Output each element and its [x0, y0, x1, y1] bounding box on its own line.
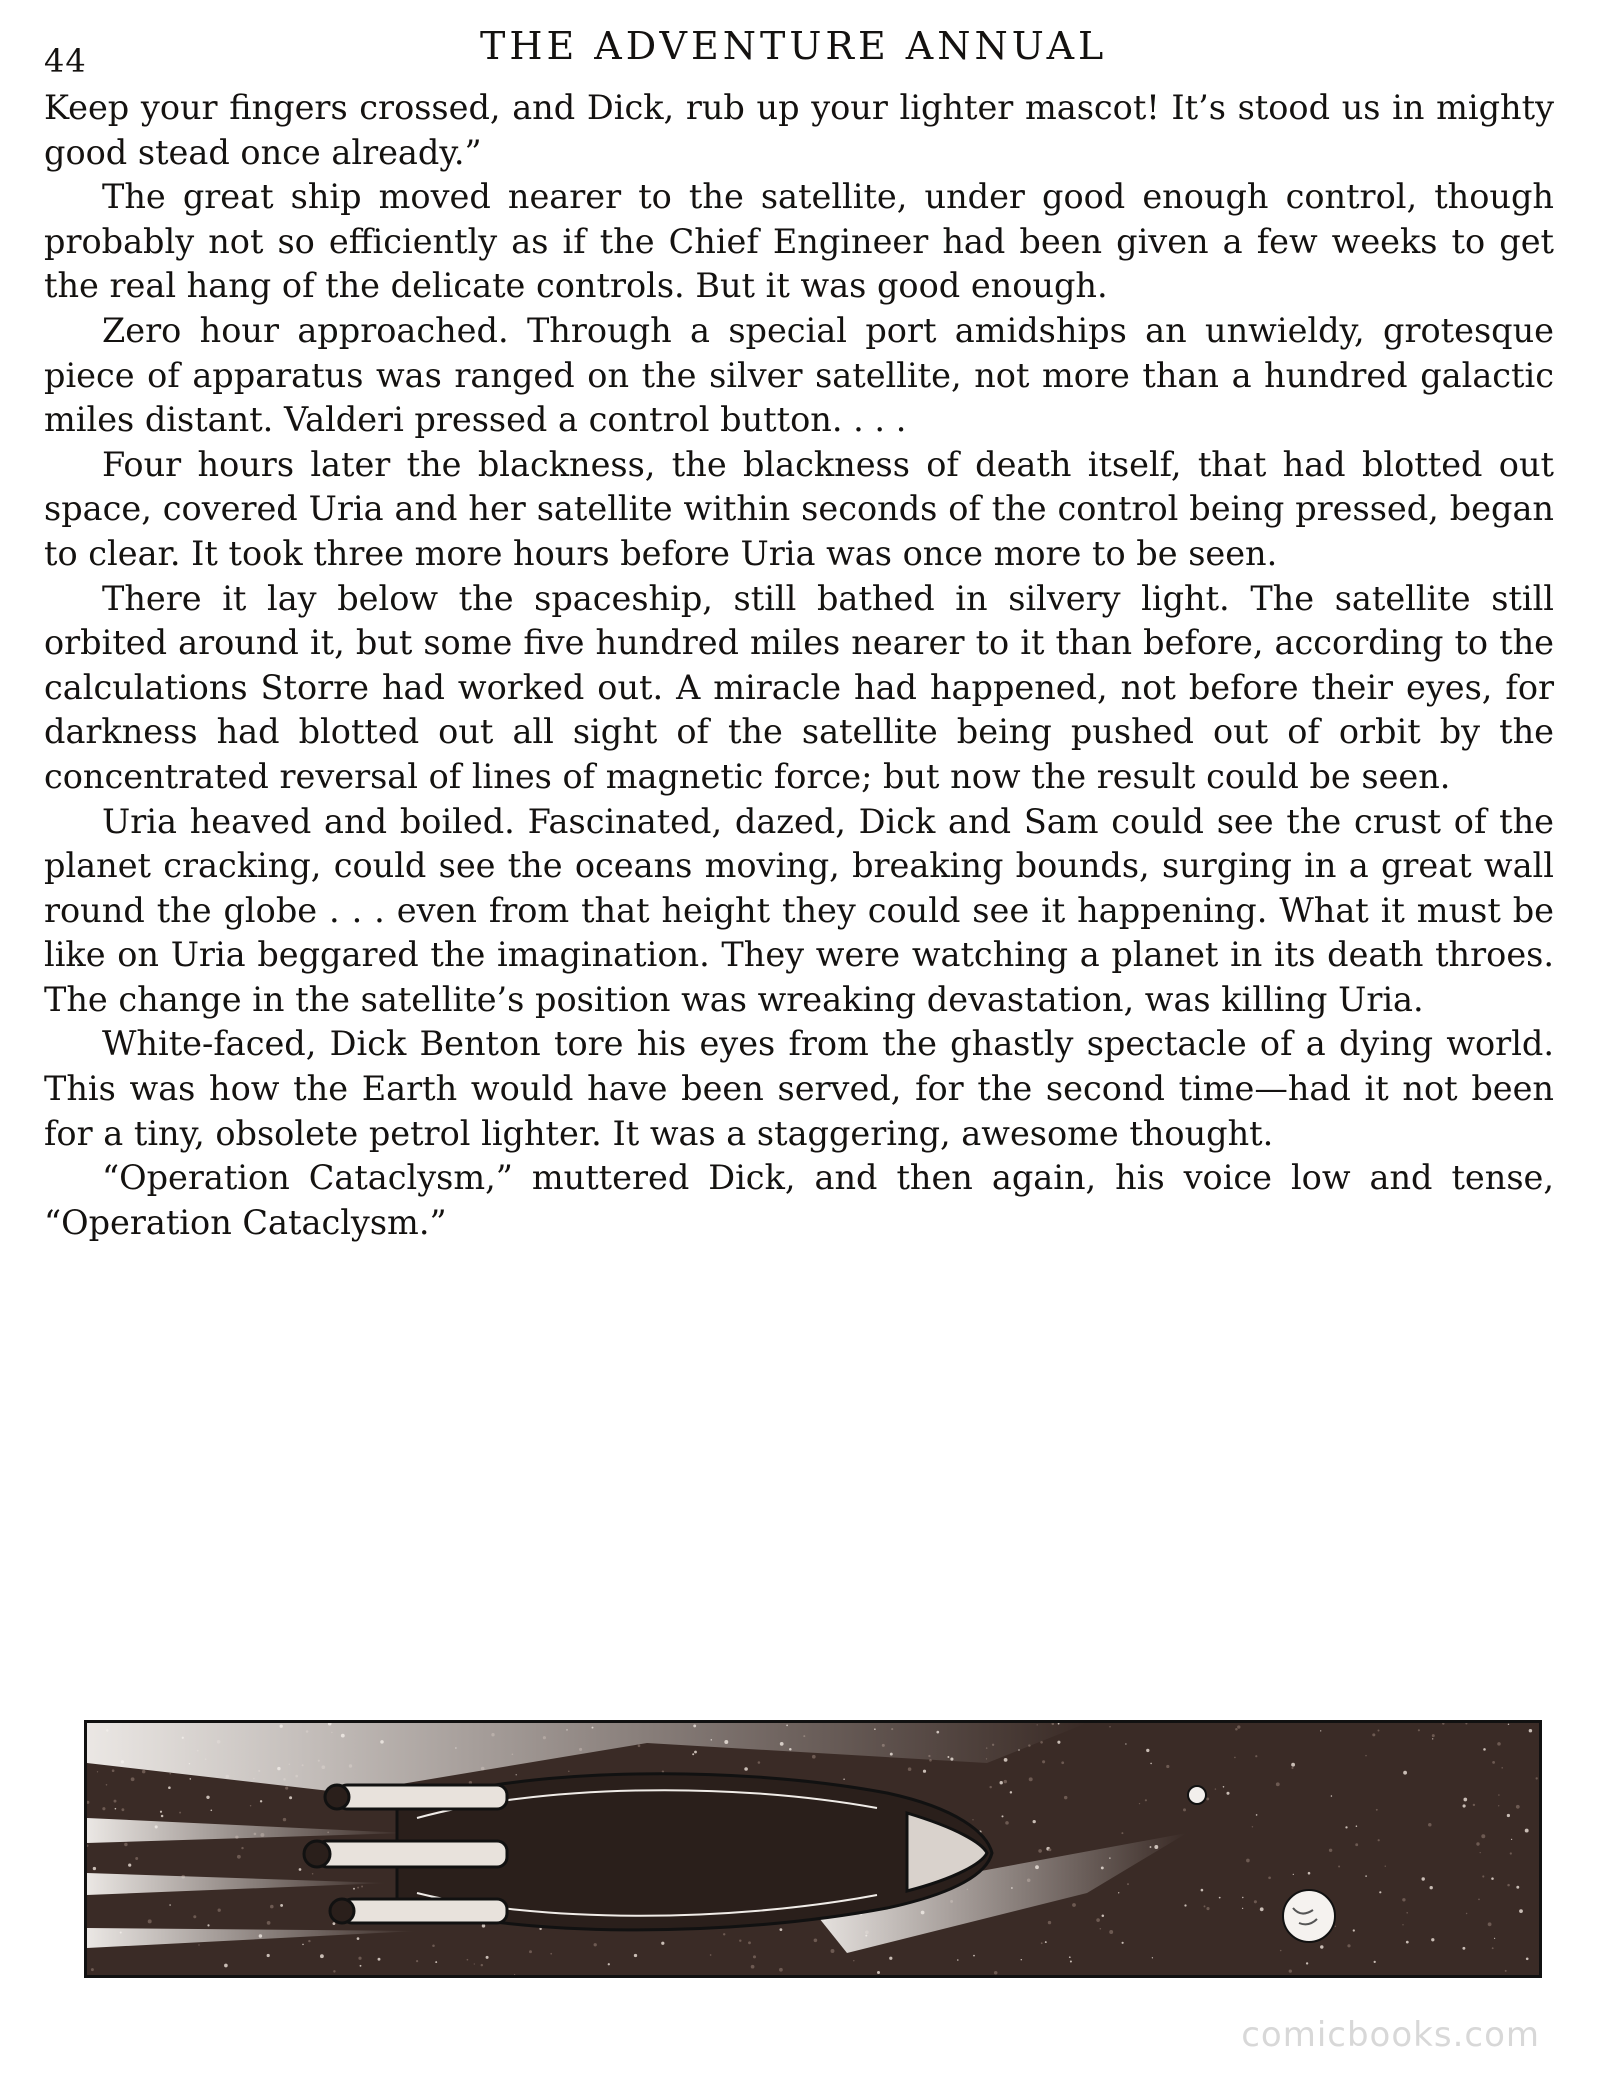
star	[169, 1904, 171, 1906]
star	[994, 1971, 998, 1975]
star	[1463, 1804, 1466, 1807]
star	[1000, 1781, 1003, 1784]
star	[1473, 1804, 1475, 1806]
star	[1048, 1921, 1051, 1924]
star	[299, 1868, 302, 1871]
star	[710, 1954, 712, 1956]
star	[1206, 1797, 1209, 1800]
star	[831, 1949, 835, 1953]
star	[189, 1778, 191, 1780]
star	[1069, 1956, 1071, 1958]
star	[267, 1954, 270, 1957]
star	[1478, 1899, 1480, 1901]
star	[270, 1905, 274, 1909]
star	[694, 1751, 697, 1754]
star	[218, 1909, 221, 1912]
star	[1306, 1962, 1308, 1964]
star	[923, 1770, 926, 1773]
star	[1462, 1947, 1465, 1950]
paragraph: Zero hour approached. Through a special port amidships an unwieldy, grotesque piece of apparatus was ranged on the silver satellite, not more than a hundred galactic miles distant. Valderi pressed a control button. . . .	[44, 310, 1554, 440]
star	[1242, 1908, 1243, 1909]
star	[467, 1959, 469, 1961]
star	[1145, 1799, 1147, 1801]
star	[1166, 1765, 1169, 1768]
star	[308, 1940, 310, 1942]
star	[1219, 1897, 1221, 1899]
star	[1004, 1758, 1008, 1762]
star	[121, 1808, 124, 1811]
star	[751, 1965, 755, 1969]
star	[1268, 1876, 1271, 1879]
star	[1526, 1957, 1529, 1960]
star	[360, 1965, 362, 1967]
star	[1183, 1808, 1186, 1811]
star	[207, 1924, 209, 1926]
star	[1127, 1883, 1129, 1885]
star	[1501, 1767, 1503, 1769]
star	[1372, 1733, 1375, 1736]
star	[353, 1888, 355, 1890]
spaceship-drawing	[87, 1723, 1539, 1975]
star	[1280, 1950, 1282, 1952]
star	[1125, 1743, 1126, 1744]
star	[1255, 1755, 1257, 1757]
star	[1252, 1826, 1253, 1827]
star	[1403, 1771, 1407, 1775]
star	[206, 1796, 209, 1799]
star	[972, 1819, 973, 1820]
star	[1365, 1755, 1367, 1757]
star	[1320, 1945, 1323, 1948]
star	[1510, 1852, 1512, 1854]
star	[1480, 1852, 1481, 1853]
star	[1201, 1889, 1204, 1892]
star	[1494, 1938, 1495, 1939]
star	[550, 1953, 552, 1955]
star	[1402, 1924, 1403, 1925]
star	[1421, 1877, 1424, 1880]
star	[814, 1939, 818, 1943]
star	[1402, 1898, 1405, 1901]
star	[908, 1767, 912, 1771]
star	[357, 1937, 360, 1940]
star	[1432, 1738, 1433, 1739]
star	[1021, 1959, 1022, 1960]
star	[1365, 1875, 1367, 1877]
star	[289, 1796, 292, 1799]
star	[1347, 1944, 1350, 1947]
star	[1010, 1791, 1012, 1793]
star	[529, 1950, 532, 1953]
star	[1511, 1839, 1512, 1840]
star	[1488, 1922, 1492, 1926]
star	[241, 1847, 243, 1849]
star	[1276, 1782, 1280, 1786]
star	[1109, 1726, 1111, 1728]
star	[1406, 1941, 1409, 1944]
star	[1242, 1897, 1243, 1898]
star	[1432, 1734, 1435, 1737]
star	[1139, 1803, 1140, 1804]
small-moon	[1188, 1786, 1206, 1804]
star	[1033, 1820, 1036, 1823]
star	[1005, 1821, 1009, 1825]
star	[1072, 1903, 1076, 1907]
star	[1463, 1798, 1467, 1802]
star	[1492, 1947, 1494, 1949]
star	[1308, 1872, 1311, 1875]
paragraph: White-faced, Dick Benton tore his eyes from the ghastly spectacle of a dying world. This was how the Earth would have been served, for the second time—had it not been for a tiny, obsolete petrol lighter. It was a staggering, awesome thought.	[44, 1024, 1554, 1153]
star	[1498, 1805, 1499, 1806]
star	[889, 1957, 892, 1960]
star	[361, 1886, 363, 1888]
paragraph: “Operation Cataclysm,” muttered Dick, and then again, his voice low and tense, “Operation Cataclysm.”	[44, 1158, 1554, 1242]
star	[416, 1960, 418, 1962]
star	[474, 1963, 475, 1964]
star	[358, 1957, 361, 1960]
star	[193, 1915, 196, 1918]
page-number: 44	[44, 42, 87, 80]
star	[1529, 1729, 1532, 1732]
star	[1235, 1728, 1238, 1731]
star	[267, 1921, 271, 1925]
star	[1431, 1938, 1434, 1941]
star	[1001, 1815, 1003, 1817]
star	[1406, 1912, 1408, 1914]
star	[1100, 1928, 1102, 1930]
star	[1291, 1767, 1293, 1769]
star	[302, 1944, 304, 1946]
star	[1122, 1942, 1124, 1944]
star	[482, 1924, 485, 1927]
paragraph: Keep your fingers crossed, and Dick, rub up your lighter mascot! It’s stood us in mighty good stead once already.”	[44, 88, 1554, 172]
star	[1289, 1969, 1292, 1972]
star	[1505, 1970, 1507, 1972]
star	[1057, 1741, 1060, 1744]
star	[1184, 1904, 1186, 1906]
star	[739, 1939, 741, 1941]
star	[260, 1800, 262, 1802]
star	[1385, 1865, 1386, 1866]
star	[1004, 1780, 1007, 1783]
planet-uria	[1283, 1890, 1335, 1942]
star	[114, 1800, 117, 1803]
paragraph: Uria heaved and boiled. Fascinated, dazed, Dick and Sam could see the crust of the planet cracking, could see the oceans moving, breaking bounds, surging in a great wall round the globe . . . even from that height they could see it happening. What it must be like on Uria beggared the imagination. They were watching a planet in its death throes. The change in the satellite’s position was wreaking devastation, was killing Uria.	[44, 801, 1554, 1019]
star	[1118, 1892, 1119, 1893]
star	[1152, 1957, 1153, 1958]
star	[435, 1961, 437, 1963]
star	[1536, 1777, 1538, 1779]
star	[812, 1755, 816, 1759]
star	[1320, 1730, 1321, 1731]
star	[877, 1971, 880, 1974]
star	[102, 1807, 105, 1810]
star	[1206, 1907, 1209, 1910]
star	[594, 1943, 597, 1946]
star	[758, 1761, 761, 1764]
star	[843, 1779, 844, 1780]
watermark: comicbooks.com	[1241, 2015, 1540, 2055]
star	[333, 1922, 336, 1925]
paragraph: The great ship moved nearer to the satellite, under good enough control, though probably not so efficiently as if the Chief Engineer had been given a few weeks to get the real hang of the delicate controls. But it was good enough.	[44, 177, 1554, 306]
star	[1331, 1795, 1333, 1797]
star	[1223, 1786, 1225, 1788]
star	[486, 1956, 489, 1959]
star	[1029, 1777, 1033, 1781]
star	[638, 1744, 641, 1747]
star	[748, 1941, 751, 1944]
star	[1237, 1725, 1240, 1728]
star	[1096, 1918, 1100, 1922]
star	[1102, 1914, 1105, 1917]
star	[312, 1873, 314, 1875]
paragraph: There it lay below the spaceship, still bathed in silvery light. The satellite still orbited around it, but some five hundred miles nearer to it than before, according to the calculations Storre had worked out. A miracle had happened, not before their eyes, for darkness had blotted out all sight of the satellite being pushed out of orbit by the concentrated reversal of lines of magnetic force; but now the result could be seen.	[44, 578, 1554, 796]
star	[1109, 1930, 1113, 1934]
star	[169, 1773, 171, 1775]
star	[1353, 1929, 1355, 1931]
star	[1329, 1849, 1332, 1852]
star	[357, 1887, 359, 1889]
star	[1374, 1961, 1376, 1963]
star	[1508, 1724, 1509, 1725]
star	[661, 1942, 664, 1945]
star	[168, 1786, 171, 1789]
star	[378, 1958, 381, 1961]
star	[608, 1963, 610, 1965]
star	[93, 1867, 96, 1870]
star	[1070, 1960, 1072, 1962]
star	[106, 1784, 108, 1786]
star	[481, 1964, 483, 1966]
star	[1430, 1886, 1433, 1889]
star	[285, 1787, 288, 1790]
star	[224, 1964, 228, 1968]
star	[280, 1904, 283, 1907]
star	[1507, 1814, 1510, 1817]
star	[1498, 1794, 1500, 1796]
star	[1418, 1729, 1420, 1731]
star	[283, 1818, 286, 1821]
star	[161, 1815, 164, 1818]
star	[957, 1959, 959, 1961]
star	[179, 1812, 181, 1814]
star	[1483, 1748, 1486, 1751]
star	[1516, 1886, 1519, 1889]
star	[1356, 1825, 1358, 1827]
star	[1378, 1730, 1380, 1732]
star	[112, 1769, 115, 1772]
star	[1226, 1792, 1229, 1795]
star	[1061, 1761, 1064, 1764]
star	[1146, 1749, 1149, 1752]
star	[1516, 1805, 1520, 1809]
star	[1345, 1826, 1347, 1828]
star	[1256, 1814, 1258, 1816]
star	[1045, 1941, 1047, 1943]
star	[237, 1855, 241, 1859]
star	[1379, 1891, 1381, 1893]
star	[1246, 1859, 1250, 1863]
star	[1150, 1763, 1152, 1765]
star	[1476, 1842, 1479, 1845]
star	[1481, 1834, 1485, 1838]
star	[148, 1919, 152, 1923]
star	[1234, 1757, 1236, 1759]
star	[1466, 1913, 1467, 1914]
star	[780, 1928, 783, 1931]
story-text	[44, 86, 1554, 1245]
star	[1215, 1788, 1216, 1789]
star	[1335, 1926, 1336, 1927]
star	[1338, 1865, 1340, 1867]
star	[1525, 1829, 1529, 1833]
star	[1121, 1832, 1123, 1834]
star	[160, 1811, 162, 1813]
star	[1042, 1760, 1045, 1763]
spaceship-illustration	[84, 1720, 1542, 1978]
star	[1204, 1905, 1206, 1907]
star	[210, 1809, 212, 1811]
star	[1041, 1942, 1043, 1944]
star	[1048, 1848, 1051, 1851]
star	[333, 1970, 335, 1972]
star	[1507, 1884, 1510, 1887]
star	[1254, 1900, 1257, 1903]
star	[1064, 1796, 1067, 1799]
star	[973, 1955, 975, 1957]
star	[1491, 1877, 1494, 1880]
star	[723, 1933, 725, 1935]
star	[1497, 1742, 1501, 1746]
star	[1291, 1763, 1295, 1767]
paragraph: Four hours later the blackness, the blackness of death itself, that had blotted out space, covered Uria and her satellite within seconds of the control being pressed, began to clear. It took three more hours before Uria was once more to be seen.	[44, 444, 1554, 573]
star	[692, 1753, 694, 1755]
star	[1482, 1875, 1484, 1877]
star	[135, 1857, 138, 1860]
star	[1378, 1839, 1380, 1841]
star	[198, 1944, 199, 1945]
star	[97, 1771, 98, 1772]
star	[1492, 1761, 1495, 1764]
star	[744, 1767, 748, 1771]
star	[432, 1945, 435, 1948]
star	[1519, 1909, 1523, 1913]
star	[131, 1777, 135, 1781]
star	[1293, 1874, 1294, 1875]
star	[634, 1954, 637, 1957]
star	[1428, 1823, 1432, 1827]
star	[124, 1843, 127, 1846]
star	[1355, 1843, 1358, 1846]
star	[1376, 1809, 1378, 1811]
star	[853, 1960, 854, 1961]
star	[115, 1808, 117, 1810]
star	[320, 1954, 324, 1958]
star	[779, 1968, 783, 1972]
star	[91, 1968, 94, 1971]
star	[142, 1770, 146, 1774]
star	[989, 1786, 991, 1788]
star	[128, 1864, 131, 1867]
star	[568, 1770, 570, 1772]
star	[250, 1805, 251, 1806]
spaceship	[304, 1774, 992, 1930]
star	[1260, 1907, 1264, 1911]
running-head: THE ADVENTURE ANNUAL	[480, 24, 1108, 68]
star	[753, 1955, 756, 1958]
star	[516, 1774, 517, 1775]
star	[1038, 1849, 1042, 1853]
